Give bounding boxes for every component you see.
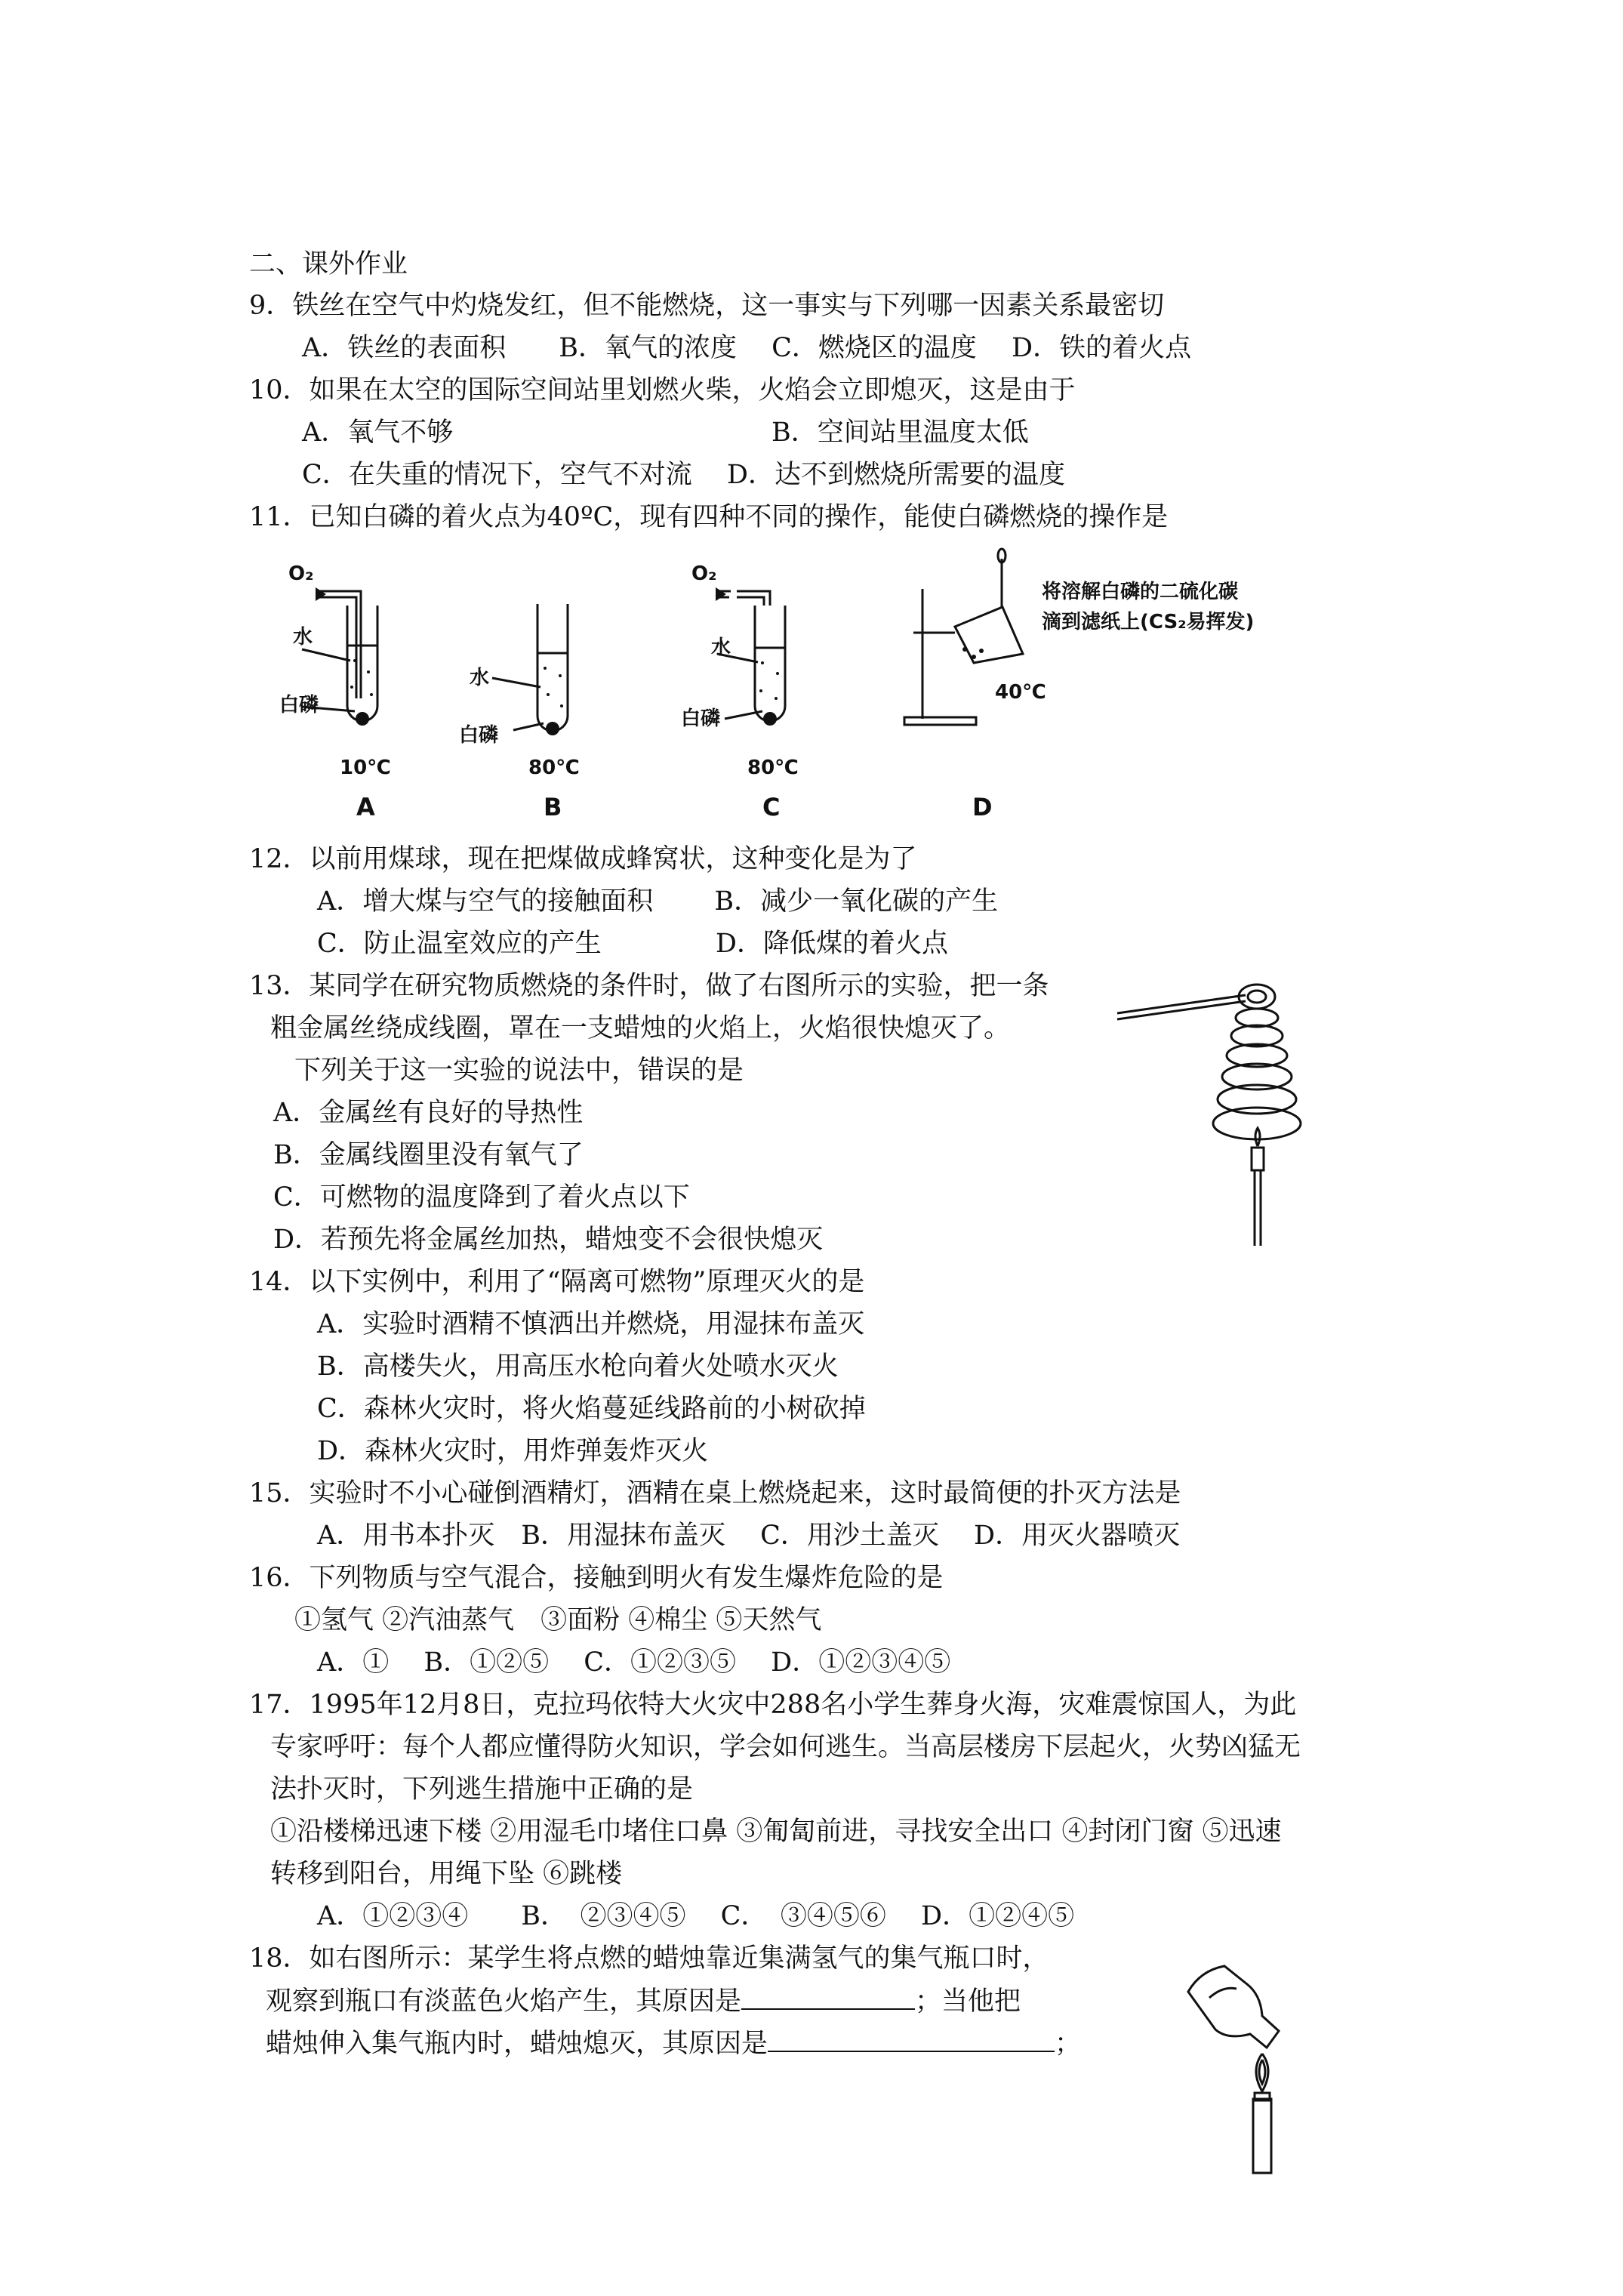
- q13-option-a: A．金属丝有良好的导热性: [273, 1098, 584, 1128]
- q18-bottle-candle-figure: [1178, 1955, 1313, 2182]
- q18-answer-blank-2[interactable]: [768, 2028, 1055, 2052]
- setup-a-water-label: 水: [293, 626, 313, 649]
- q13-stem-line2: 粗金属丝绕成线圈，罩在一支蜡烛的火焰上，火焰很快熄灭了。: [270, 1013, 1011, 1043]
- q10-option-a: A．氧气不够: [302, 418, 454, 448]
- setup-c-water-label: 水: [711, 636, 731, 659]
- q16-options: A．① B．①②⑤ C．①②③⑤ D．①②③④⑤: [317, 1647, 951, 1678]
- setup-d-note-line2: 滴到滤纸上(CS₂易挥发): [1042, 611, 1255, 633]
- q18-stem-line3-tail: ；: [1055, 2029, 1082, 2059]
- setup-c-o2-label: O₂: [691, 562, 717, 585]
- q13-option-c: C．可燃物的温度降到了着火点以下: [273, 1182, 690, 1213]
- gas-bottle: [1188, 1966, 1279, 2048]
- q17-items-line2: 转移到阳台，用绳下坠 ⑥跳楼: [270, 1859, 623, 1889]
- q18-stem-line3: [266, 2028, 1081, 2059]
- q13-stem-line1: 13．某同学在研究物质燃烧的条件时，做了右图所示的实验，把一条: [249, 971, 1049, 1001]
- q10-options-cd: C．在失重的情况下，空气不对流 D．达不到燃烧所需要的温度: [302, 460, 1065, 490]
- q14-stem: 14．以下实例中，利用了“隔离可燃物”原理灭火的是: [249, 1267, 865, 1297]
- q12-options-ab: A．增大煤与空气的接触面积 B．减少一氧化碳的产生: [317, 886, 999, 917]
- setup-a-letter: A: [356, 793, 375, 821]
- q18-stem-line2: [266, 1986, 1021, 2017]
- setup-a-o2-arrow: [316, 587, 326, 601]
- candle-flame: [1255, 1128, 1260, 1146]
- q17-options: A．①②③④ B． ②③④⑤ C． ③④⑤⑥ D．①②④⑤: [317, 1901, 1075, 1931]
- q14-option-d: D．森林火灾时，用炸弹轰炸灭火: [317, 1436, 709, 1466]
- setup-c-letter: C: [762, 793, 781, 821]
- q12-options-cd: C．防止温室效应的产生 D．降低煤的着火点: [317, 929, 948, 959]
- section-title: 二、课外作业: [249, 249, 408, 279]
- q14-option-c: C．森林火灾时，将火焰蔓延线路前的小树砍掉: [317, 1394, 866, 1424]
- q17-stem-line3: 法扑灭时，下列逃生措施中正确的是: [270, 1774, 694, 1804]
- setup-b-phosphorus-label: 白磷: [459, 724, 499, 747]
- q11-figure: [272, 544, 1283, 831]
- q16-items: ①氢气 ②汽油蒸气 ③面粉 ④棉尘 ⑤天然气: [294, 1605, 822, 1635]
- setup-b-tube: [492, 604, 568, 731]
- q12-stem: 12．以前用煤球，现在把煤做成蜂窝状，这种变化是为了: [249, 844, 917, 874]
- q11-stem: 11．已知白磷的着火点为40ºC，现有四种不同的操作，能使白磷燃烧的操作是: [249, 502, 1169, 532]
- setup-d-note-line1: 将溶解白磷的二硫化碳: [1042, 581, 1239, 603]
- setup-d-letter: D: [972, 793, 993, 821]
- setup-b-letter: B: [544, 793, 562, 821]
- setup-d-temp: 40℃: [995, 681, 1046, 704]
- setup-d-paper-hatch: [962, 647, 984, 659]
- q10-option-b: B．空间站里温度太低: [771, 418, 1029, 448]
- setup-a-phosphorus-label: 白磷: [279, 694, 319, 717]
- candle-body: [1253, 2099, 1271, 2173]
- q18-answer-blank-1[interactable]: [741, 1986, 915, 2010]
- q13-option-b: B．金属线圈里没有氧气了: [273, 1140, 584, 1170]
- candle-flame: [1259, 2060, 1265, 2084]
- q18-stem-line1: 18．如右图所示：某学生将点燃的蜡烛靠近集满氢气的集气瓶口时，: [249, 1943, 1049, 1974]
- setup-a-temp: 10℃: [340, 757, 391, 779]
- candle-body: [1252, 1148, 1264, 1170]
- q13-stem-line3: 下列关于这一实验的说法中，错误的是: [294, 1056, 744, 1086]
- q14-option-a: A．实验时酒精不慎洒出并燃烧，用湿抹布盖灭: [317, 1309, 865, 1339]
- q18-stem-line2-tail: ；当他把: [915, 1986, 1021, 2017]
- q15-options: A．用书本扑灭 B．用湿抹布盖灭 C．用沙土盖灭 D．用灭火器喷灭: [317, 1521, 1181, 1551]
- setup-c-o2-arrow: [716, 587, 726, 601]
- q14-option-b: B．高楼失火，用高压水枪向着火处喷水灭火: [317, 1351, 839, 1382]
- q17-items-line1: ①沿楼梯迅速下楼 ②用湿毛巾堵住口鼻 ③匍匐前进，寻找安全出口 ④封闭门窗 ⑤迅速: [270, 1817, 1282, 1847]
- q16-stem: 16．下列物质与空气混合，接触到明火有发生爆炸危险的是: [249, 1563, 944, 1593]
- q15-stem: 15．实验时不小心碰倒酒精灯，酒精在桌上燃烧起来，这时最简便的扑灭方法是: [249, 1478, 1181, 1509]
- setup-c-liquid: [759, 661, 779, 726]
- setup-b-liquid: [544, 667, 563, 735]
- q13-coil-candle-figure: [1110, 966, 1329, 1253]
- q18-stem-line2-text: 观察到瓶口有淡蓝色火焰产生，其原因是: [266, 1986, 742, 2017]
- setup-b-water-label: 水: [470, 667, 490, 689]
- setup-b-temp: 80℃: [528, 757, 580, 779]
- setup-a-o2-label: O₂: [288, 562, 314, 585]
- q10-stem: 10．如果在太空的国际空间站里划燃火柴，火焰会立即熄灭，这是由于: [249, 375, 1076, 405]
- setup-c-phosphorus-label: 白磷: [681, 707, 721, 730]
- q17-stem-line2: 专家呼吁：每个人都应懂得防火知识，学会如何逃生。当高层楼房下层起火，火势凶猛无: [270, 1732, 1301, 1762]
- q9-options: A．铁丝的表面积 B．氧气的浓度 C．燃烧区的温度 D．铁的着火点: [302, 333, 1192, 363]
- q9-stem: 9．铁丝在空气中灼烧发红，但不能燃烧，这一事实与下列哪一因素关系最密切: [249, 291, 1165, 321]
- setup-c-temp: 80℃: [747, 757, 799, 779]
- q13-option-d: D．若预先将金属丝加热，蜡烛变不会很快熄灭: [273, 1225, 824, 1255]
- q17-stem-line1: 17．1995年12月8日，克拉玛依特大火灾中288名小学生葬身火海，灾难震惊国人，为此: [249, 1690, 1297, 1720]
- q18-stem-line3-text: 蜡烛伸入集气瓶内时，蜡烛熄灭，其原因是: [266, 2029, 768, 2059]
